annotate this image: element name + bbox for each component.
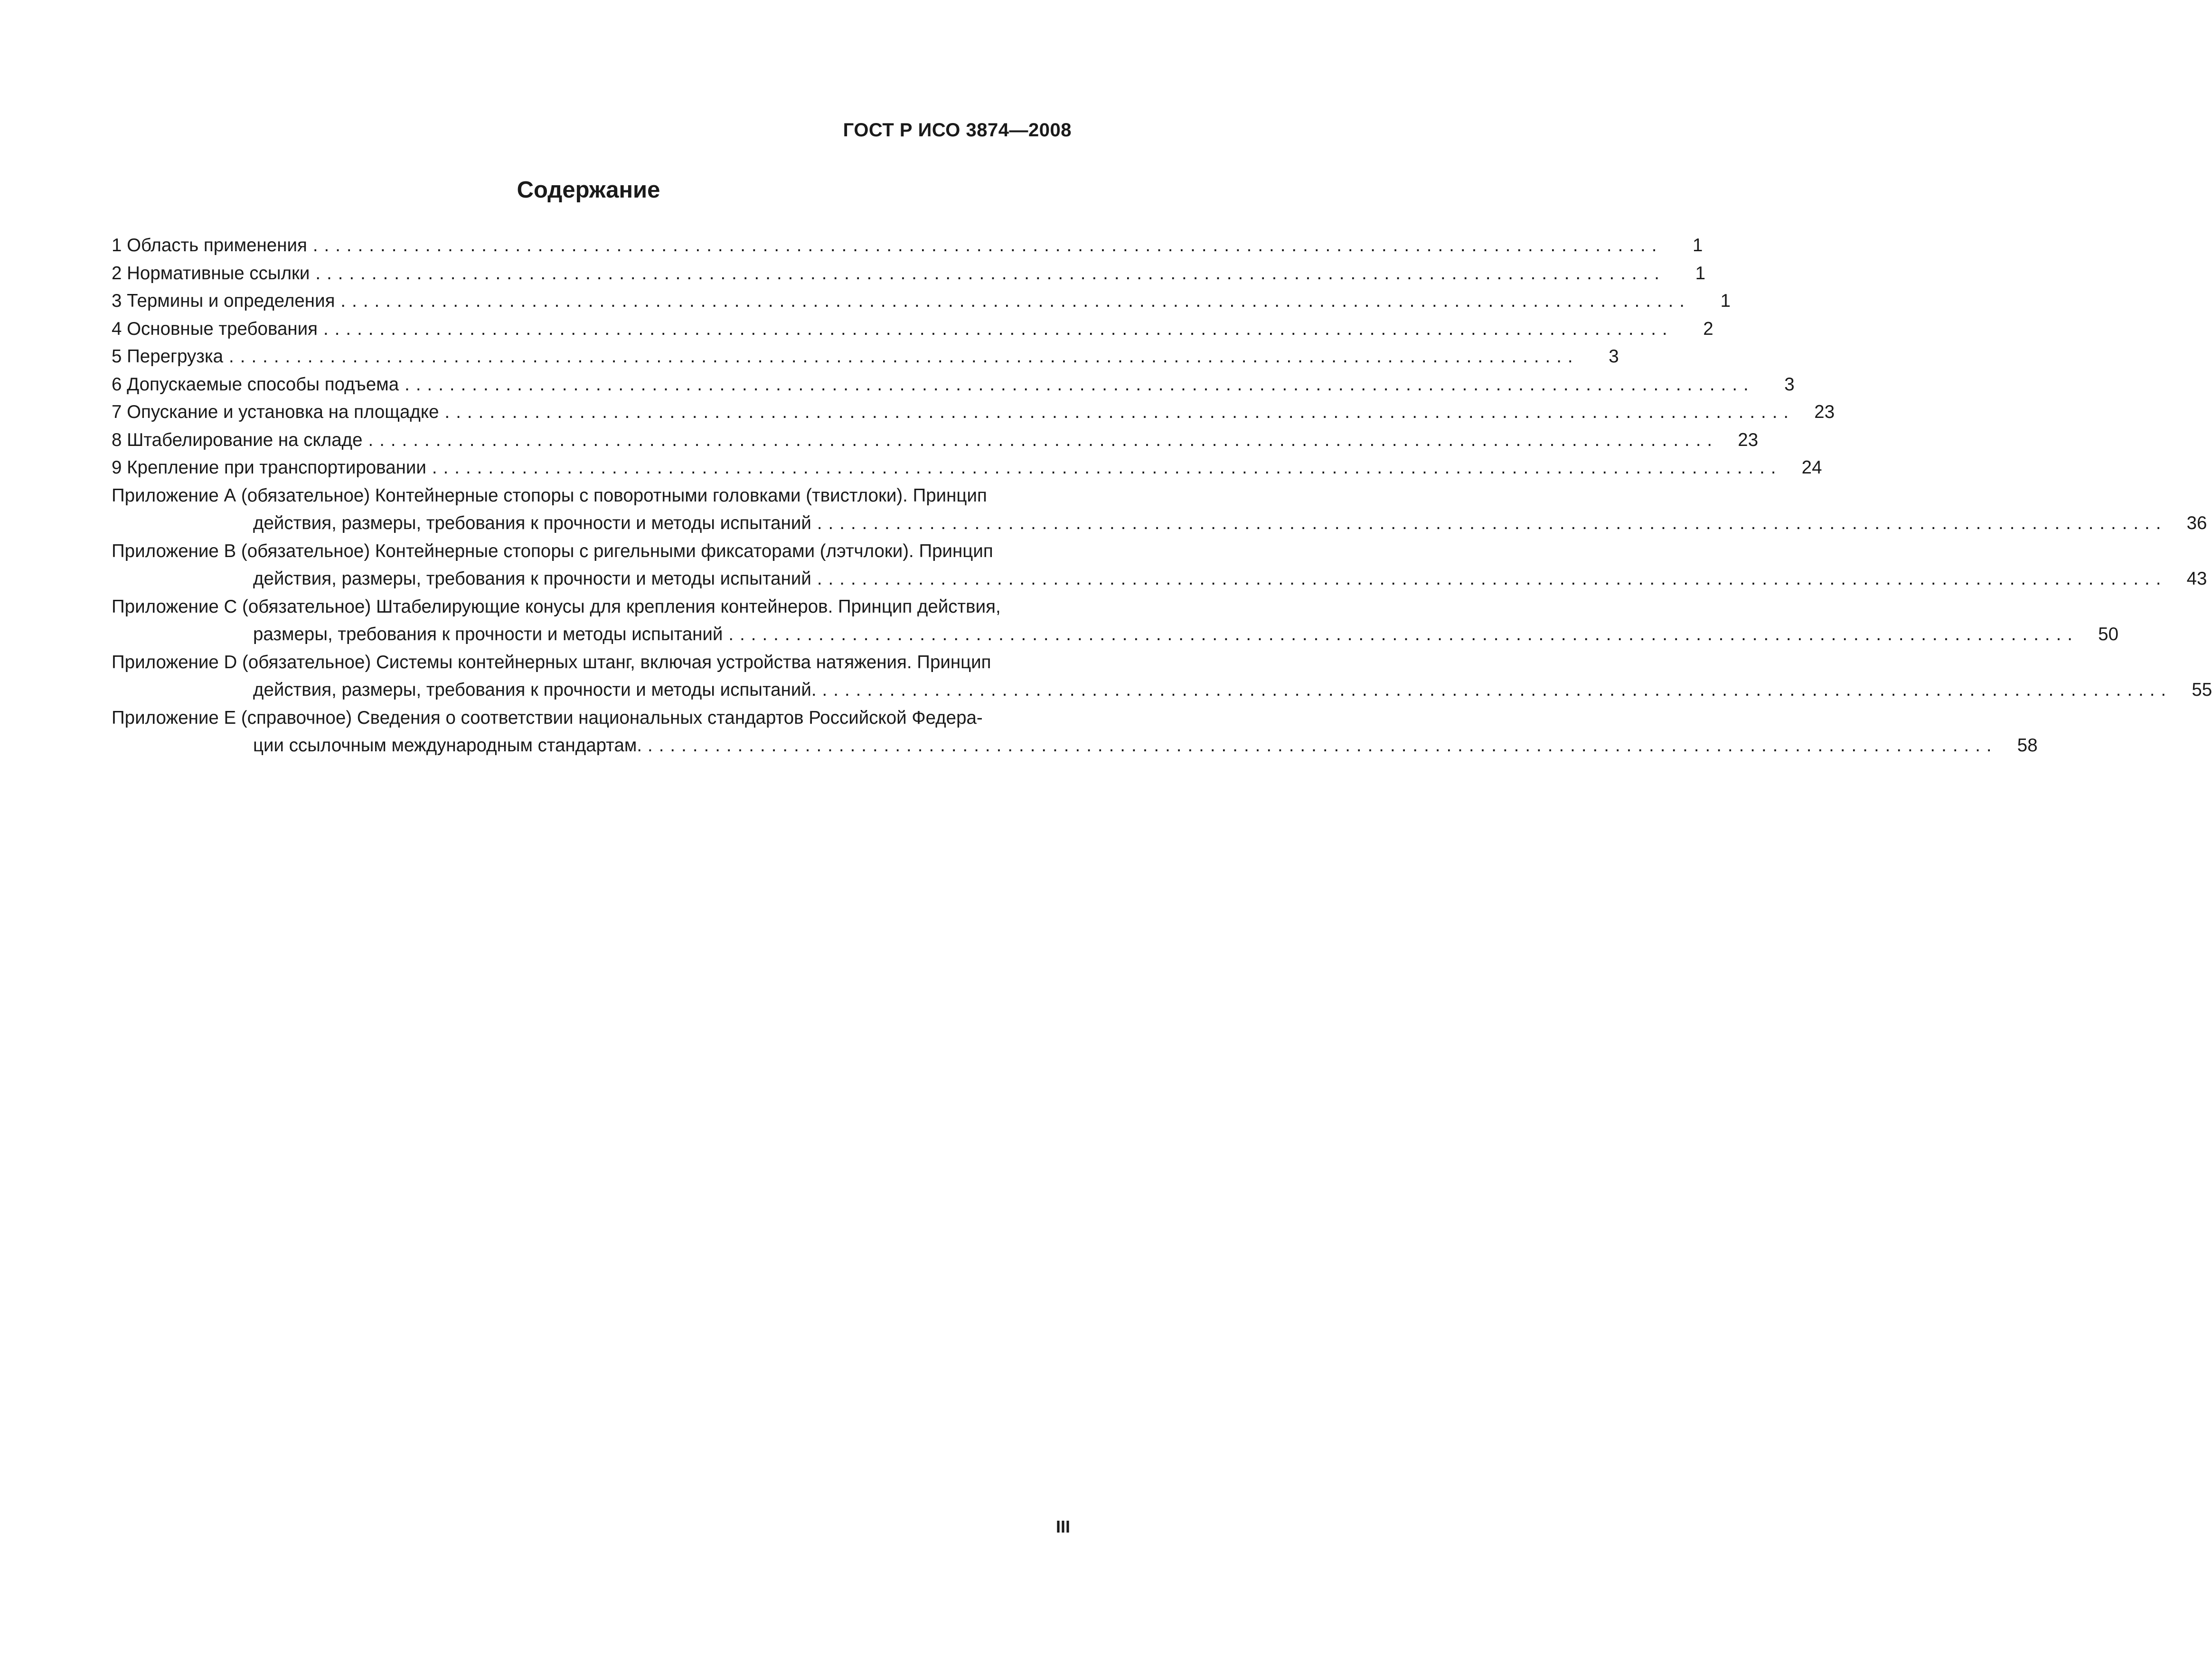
toc-annex-title: Приложение В (обязательное) Контейнерные стопоры с ригельными фиксаторами (лэтчлоки). Принцип: [112, 540, 993, 561]
toc-entry-4[interactable]: [112, 315, 1713, 343]
dot-leader: ........................................................................................................................: [229, 346, 1579, 367]
dot-leader: ........................................................................................................................: [817, 513, 2167, 533]
toc-entry-title: 7 Опускание и установка на площадке: [112, 402, 439, 422]
toc-annex-d[interactable]: [112, 649, 2212, 704]
toc-entry-9[interactable]: [112, 454, 1822, 482]
toc-entry-6[interactable]: [112, 371, 1795, 399]
dot-leader: ........................................................................................................................: [648, 735, 1998, 756]
toc-annex-title-cont: действия, размеры, требования к прочности и методы испытаний: [253, 568, 811, 589]
toc-entry-page: 23: [1738, 429, 1759, 450]
toc-entry-title: 1 Область применения: [112, 235, 307, 256]
toc-annex-title-cont: действия, размеры, требования к прочности и методы испытаний.: [253, 680, 817, 700]
toc-annex-c[interactable]: [112, 593, 2118, 649]
toc-entry-title: 6 Допускаемые способы подъема: [112, 374, 399, 395]
toc-annex-a[interactable]: [112, 482, 2207, 538]
toc-annex-b[interactable]: [112, 538, 2207, 593]
toc-entry-title: 5 Перегрузка: [112, 346, 224, 367]
toc-entry-page: 2: [1703, 318, 1713, 339]
toc-annex-title: Приложение Е (справочное) Сведения о соответствии национальных стандартов Российской Федера-: [112, 707, 983, 728]
page-number: III: [1055, 1517, 1070, 1536]
toc-entry-title: 4 Основные требования: [112, 318, 318, 339]
toc-annex-title: Приложение С (обязательное) Штабелирующие конусы для крепления контейнеров. Принцип действия,: [112, 596, 1001, 617]
dot-leader: ........................................................................................................................: [728, 624, 2079, 644]
toc-entry-page: 55: [2192, 680, 2212, 700]
toc-annex-e[interactable]: [112, 704, 2038, 760]
toc-annex-title-cont: размеры, требования к прочности и методы испытаний: [253, 624, 723, 644]
dot-leader: ........................................................................................................................: [315, 263, 1666, 284]
toc-entry-page: 58: [2017, 735, 2038, 756]
toc-entry-3[interactable]: [112, 287, 1731, 315]
dot-leader: ........................................................................................................................: [432, 457, 1782, 478]
page-title: Содержание: [517, 177, 660, 203]
document-code: ГОСТ Р ИСО 3874—2008: [843, 120, 1072, 141]
toc-entry-page: 36: [2186, 513, 2207, 533]
toc-annex-title: Приложение А (обязательное) Контейнерные стопоры с поворотными головками (твистлоки). Принцип: [112, 485, 987, 506]
toc-entry-title: 3 Термины и определения: [112, 291, 335, 311]
dot-leader: ........................................................................................................................: [405, 374, 1755, 395]
dot-leader: ........................................................................................................................: [817, 568, 2167, 589]
toc-entry-page: 43: [2186, 568, 2207, 589]
toc-entry-title: 9 Крепление при транспортировании: [112, 457, 426, 478]
toc-entry-8[interactable]: [112, 426, 1759, 454]
toc-annex-title-cont: действия, размеры, требования к прочности и методы испытаний: [253, 513, 811, 533]
toc-entry-page: 24: [1801, 457, 1822, 478]
toc-entry-page: 3: [1784, 374, 1795, 395]
toc-entry-title: 8 Штабелирование на складе: [112, 429, 363, 450]
table-of-contents: [112, 232, 2212, 760]
dot-leader: ........................................................................................................................: [444, 402, 1795, 422]
toc-entry-5[interactable]: [112, 343, 1619, 371]
dot-leader: ........................................................................................................................: [822, 680, 2173, 700]
toc-entry-2[interactable]: [112, 260, 1705, 288]
toc-annex-title: Приложение D (обязательное) Системы контейнерных штанг, включая устройства натяжения. Принцип: [112, 652, 991, 672]
toc-entry-page: 1: [1693, 235, 1703, 256]
toc-entry-title: 2 Нормативные ссылки: [112, 263, 310, 284]
toc-entry-page: 3: [1609, 346, 1619, 367]
dot-leader: ........................................................................................................................: [368, 429, 1719, 450]
dot-leader: ........................................................................................................................: [323, 318, 1674, 339]
toc-entry-page: 1: [1695, 263, 1705, 284]
toc-entry-1[interactable]: [112, 232, 1703, 260]
dot-leader: ........................................................................................................................: [340, 291, 1691, 311]
toc-entry-page: 50: [2098, 624, 2118, 644]
dot-leader: ........................................................................................................................: [312, 235, 1663, 256]
toc-annex-title-cont: ции ссылочным международным стандартам.: [253, 735, 642, 756]
toc-entry-page: 23: [1814, 402, 1835, 422]
toc-entry-page: 1: [1720, 291, 1731, 311]
toc-entry-7[interactable]: [112, 398, 1835, 426]
